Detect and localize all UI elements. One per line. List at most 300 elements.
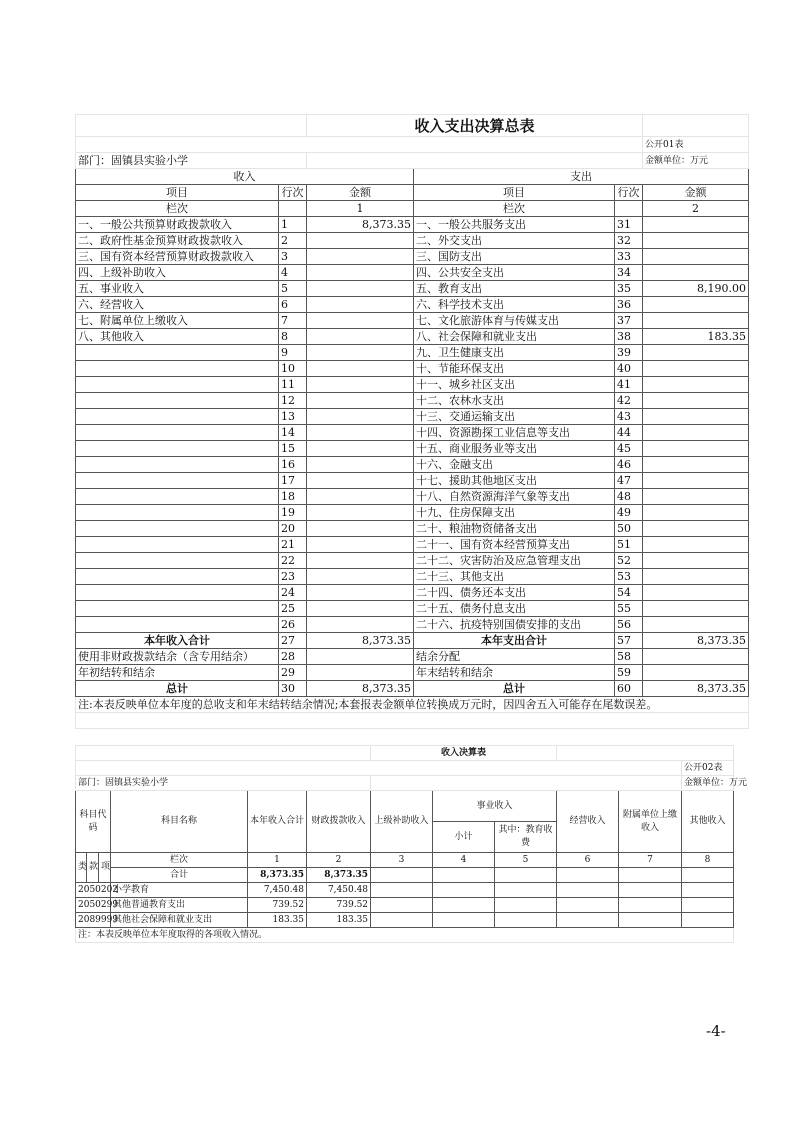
- expense-item: 十二、农林水支出: [414, 393, 615, 409]
- table-row: [76, 633, 749, 649]
- income-item: 年初结转和结余: [76, 665, 279, 681]
- income-amount: [307, 665, 414, 681]
- expense-item: 二十三、其他支出: [414, 569, 615, 585]
- lanci-number: 7: [619, 853, 682, 868]
- code-row: [76, 761, 734, 776]
- expense-line: 51: [615, 537, 643, 553]
- expense-line: 44: [615, 425, 643, 441]
- income-amount: [307, 489, 414, 505]
- subject-name: 小学教育: [111, 883, 248, 898]
- income-line: 30: [279, 681, 307, 697]
- table-row: [76, 489, 749, 505]
- cell: [495, 883, 557, 898]
- income-line: 13: [279, 409, 307, 425]
- expense-amount: [643, 265, 749, 281]
- income-amount: [307, 521, 414, 537]
- income-line: 23: [279, 569, 307, 585]
- expense-amount: [643, 585, 749, 601]
- income-line: 3: [279, 249, 307, 265]
- income-amount: [307, 249, 414, 265]
- income-line: 25: [279, 601, 307, 617]
- expense-amount: [643, 393, 749, 409]
- cell: [619, 913, 682, 928]
- table-row: [76, 329, 749, 345]
- expense-item: 年末结转和结余: [414, 665, 615, 681]
- expense-line: 48: [615, 489, 643, 505]
- income-line: 19: [279, 505, 307, 521]
- income-amount: [307, 569, 414, 585]
- subject-name: 其他普通教育支出: [111, 898, 248, 913]
- expense-item: 十七、援助其他地区支出: [414, 473, 615, 489]
- income-amount: 8,373.35: [307, 681, 414, 697]
- expense-line: 52: [615, 553, 643, 569]
- expense-line: 58: [615, 649, 643, 665]
- income-item: 一、一般公共预算财政拨款收入: [76, 217, 279, 233]
- income-amount: [307, 361, 414, 377]
- expense-line: 38: [615, 329, 643, 345]
- subject-code: 2050202: [76, 883, 111, 898]
- expense-item: 十一、城乡社区支出: [414, 377, 615, 393]
- unit: 金额单位：万元: [682, 776, 734, 791]
- table-row: [76, 281, 749, 297]
- income-amount: [307, 393, 414, 409]
- income-item: [76, 569, 279, 585]
- income-table: [75, 745, 748, 943]
- lanci-row: [76, 853, 734, 868]
- cell: 8,373.35: [248, 868, 307, 883]
- header-other: 其他收入: [682, 791, 734, 853]
- header-kuan: 款: [87, 853, 99, 883]
- lanci-number: 4: [433, 853, 495, 868]
- header-affiliated: 附属单位上缴收入: [619, 791, 682, 853]
- table-row: [76, 345, 749, 361]
- lanci-number: 2: [307, 853, 371, 868]
- fiscal-income: 183.35: [307, 913, 371, 928]
- income-line: 1: [279, 217, 307, 233]
- income-amount: [307, 377, 414, 393]
- expense-line: 39: [615, 345, 643, 361]
- section-header-row: [76, 169, 749, 185]
- income-item: [76, 377, 279, 393]
- cell: 8,373.35: [307, 868, 371, 883]
- income-amount: [307, 537, 414, 553]
- expense-item: 二十、粮油物资储备支出: [414, 521, 615, 537]
- income-header: 收入: [76, 169, 414, 185]
- expense-line: 40: [615, 361, 643, 377]
- expense-line: 42: [615, 393, 643, 409]
- expense-amount: [643, 569, 749, 585]
- total-row: [76, 868, 734, 883]
- cell: [682, 898, 734, 913]
- expense-item: 十六、金融支出: [414, 457, 615, 473]
- expense-item: 十九、住房保障支出: [414, 505, 615, 521]
- note: 注：本表反映单位本年度取得的各项收入情况。: [76, 928, 734, 943]
- income-line: 27: [279, 633, 307, 649]
- income-item: 三、国有资本经营预算财政拨款收入: [76, 249, 279, 265]
- table-row: [76, 537, 749, 553]
- expense-amount: [643, 473, 749, 489]
- cell: [76, 137, 643, 153]
- note-row: [76, 928, 734, 943]
- expense-line: 46: [615, 457, 643, 473]
- cell: [619, 883, 682, 898]
- expense-item: 八、社会保障和就业支出: [414, 329, 615, 345]
- income-line: 6: [279, 297, 307, 313]
- table-row: [76, 233, 749, 249]
- department: 部门：固镇县实验小学: [76, 776, 371, 791]
- income-item: [76, 361, 279, 377]
- expense-line: 56: [615, 617, 643, 633]
- cell: [682, 913, 734, 928]
- cell: [433, 913, 495, 928]
- expense-line: 33: [615, 249, 643, 265]
- unit: 金额单位：万元: [643, 153, 749, 169]
- income-item: [76, 409, 279, 425]
- cell: [76, 713, 749, 729]
- cell: 栏次: [76, 201, 279, 217]
- lanci-number: 3: [371, 853, 433, 868]
- expense-line: 43: [615, 409, 643, 425]
- expense-line: 36: [615, 297, 643, 313]
- table-title: 收入支出决算总表: [307, 115, 643, 137]
- expense-item: 二十六、抗疫特别国债安排的支出: [414, 617, 615, 633]
- expense-amount: [643, 601, 749, 617]
- income-item: [76, 617, 279, 633]
- income-amount: [307, 329, 414, 345]
- table-title: 收入决算表: [371, 746, 557, 761]
- income-amount: [307, 601, 414, 617]
- cell: 2: [643, 201, 749, 217]
- cell: [371, 776, 682, 791]
- expense-line: 50: [615, 521, 643, 537]
- header-row: [76, 791, 734, 822]
- expense-item: 九、卫生健康支出: [414, 345, 615, 361]
- income-amount: [307, 425, 414, 441]
- cell: [371, 913, 433, 928]
- header-business: 事业收入: [433, 791, 557, 822]
- table-row: [76, 713, 749, 729]
- expense-item: 七、文化旅游体育与传媒支出: [414, 313, 615, 329]
- expense-item: 三、国防支出: [414, 249, 615, 265]
- income-amount: 8,373.35: [307, 633, 414, 649]
- expense-item: 四、公共安全支出: [414, 265, 615, 281]
- header-lei: 类: [76, 853, 87, 883]
- expense-line: 41: [615, 377, 643, 393]
- income-line: 21: [279, 537, 307, 553]
- column-header-row: [76, 185, 749, 201]
- income-item: [76, 553, 279, 569]
- cell: [433, 868, 495, 883]
- expense-line: 35: [615, 281, 643, 297]
- fiscal-income: 7,450.48: [307, 883, 371, 898]
- table-row: [76, 913, 734, 928]
- cell: [495, 898, 557, 913]
- expense-amount: 8,190.00: [643, 281, 749, 297]
- header-superior: 上级补助收入: [371, 791, 433, 853]
- cell: [433, 883, 495, 898]
- total-income: 7,450.48: [248, 883, 307, 898]
- income-item: [76, 585, 279, 601]
- income-line: 4: [279, 265, 307, 281]
- expense-amount: [643, 233, 749, 249]
- expense-amount: [643, 649, 749, 665]
- table-row: [76, 297, 749, 313]
- table-row: [76, 585, 749, 601]
- table-row: [76, 553, 749, 569]
- department-row: [76, 776, 734, 791]
- title-row: [76, 746, 734, 761]
- column-header: 行次: [279, 185, 307, 201]
- expense-line: 49: [615, 505, 643, 521]
- table-code: 公开02表: [682, 761, 734, 776]
- income-item: 总计: [76, 681, 279, 697]
- expense-amount: [643, 553, 749, 569]
- expense-amount: 183.35: [643, 329, 749, 345]
- lanci-row: [76, 201, 749, 217]
- expense-line: 55: [615, 601, 643, 617]
- income-amount: [307, 553, 414, 569]
- table-row: [76, 361, 749, 377]
- table-row: [76, 898, 734, 913]
- table-row: [76, 409, 749, 425]
- cell: [76, 761, 682, 776]
- expense-amount: [643, 297, 749, 313]
- cell: [682, 883, 734, 898]
- income-amount: [307, 297, 414, 313]
- page-number: -4-: [706, 1022, 726, 1040]
- table-row: [76, 601, 749, 617]
- expense-amount: [643, 377, 749, 393]
- cell: [557, 883, 619, 898]
- income-item: [76, 441, 279, 457]
- expense-amount: [643, 521, 749, 537]
- header-edu-fee: 其中：教育收费: [495, 822, 557, 853]
- cell: [371, 883, 433, 898]
- cell: [557, 868, 619, 883]
- table-row: [76, 313, 749, 329]
- income-amount: [307, 585, 414, 601]
- cell: [619, 898, 682, 913]
- income-amount: [307, 233, 414, 249]
- column-header: 金额: [643, 185, 749, 201]
- expense-item: 一、一般公共服务支出: [414, 217, 615, 233]
- subject-name: 其他社会保障和就业支出: [111, 913, 248, 928]
- expense-line: 34: [615, 265, 643, 281]
- expense-amount: [643, 489, 749, 505]
- income-amount: [307, 457, 414, 473]
- income-line: 11: [279, 377, 307, 393]
- expense-item: 十四、资源勘探工业信息等支出: [414, 425, 615, 441]
- header-xiang: 项: [99, 853, 111, 883]
- income-item: 八、其他收入: [76, 329, 279, 345]
- income-line: 15: [279, 441, 307, 457]
- income-line: 2: [279, 233, 307, 249]
- income-amount: [307, 345, 414, 361]
- table-row: [76, 665, 749, 681]
- expense-amount: [643, 537, 749, 553]
- income-amount: [307, 441, 414, 457]
- table-row: [76, 649, 749, 665]
- expense-amount: [643, 617, 749, 633]
- lanci-number: 6: [557, 853, 619, 868]
- title-row: [76, 115, 749, 137]
- subject-code: 2050299: [76, 898, 111, 913]
- income-item: [76, 505, 279, 521]
- code-row: [76, 137, 749, 153]
- income-line: 29: [279, 665, 307, 681]
- expense-amount: [643, 249, 749, 265]
- expense-line: 57: [615, 633, 643, 649]
- expense-line: 60: [615, 681, 643, 697]
- cell: 栏次: [111, 853, 248, 868]
- expense-line: 37: [615, 313, 643, 329]
- note-row: [76, 697, 749, 713]
- income-amount: [307, 617, 414, 633]
- income-amount: [307, 409, 414, 425]
- expense-item: 二、外交支出: [414, 233, 615, 249]
- income-line: 9: [279, 345, 307, 361]
- expense-amount: [643, 313, 749, 329]
- table-row: [76, 681, 749, 697]
- expense-line: 32: [615, 233, 643, 249]
- cell: [557, 913, 619, 928]
- cell: [643, 115, 749, 137]
- cell: 合计: [111, 868, 248, 883]
- income-line: 16: [279, 457, 307, 473]
- expense-item: 二十五、债务付息支出: [414, 601, 615, 617]
- table-row: [76, 377, 749, 393]
- cell: [76, 115, 307, 137]
- income-line: 10: [279, 361, 307, 377]
- expense-amount: [643, 441, 749, 457]
- expense-line: 54: [615, 585, 643, 601]
- income-item: 本年收入合计: [76, 633, 279, 649]
- expense-item: 结余分配: [414, 649, 615, 665]
- column-header: 项目: [414, 185, 615, 201]
- income-amount: 8,373.35: [307, 217, 414, 233]
- expense-amount: [643, 361, 749, 377]
- column-header: 行次: [615, 185, 643, 201]
- table-row: [76, 265, 749, 281]
- income-line: 14: [279, 425, 307, 441]
- expense-line: 45: [615, 441, 643, 457]
- income-item: [76, 537, 279, 553]
- cell: [619, 868, 682, 883]
- income-line: 22: [279, 553, 307, 569]
- table-row: [76, 249, 749, 265]
- income-item: [76, 473, 279, 489]
- income-item: [76, 345, 279, 361]
- expense-amount: [643, 217, 749, 233]
- cell: [615, 201, 643, 217]
- expense-line: 53: [615, 569, 643, 585]
- header-total: 本年收入合计: [248, 791, 307, 853]
- income-line: 17: [279, 473, 307, 489]
- cell: [76, 746, 371, 761]
- income-item: 五、事业收入: [76, 281, 279, 297]
- expense-item: 六、科学技术支出: [414, 297, 615, 313]
- lanci-number: 8: [682, 853, 734, 868]
- income-line: 24: [279, 585, 307, 601]
- cell: [371, 898, 433, 913]
- cell: 栏次: [414, 201, 615, 217]
- income-item: [76, 425, 279, 441]
- expense-item: 二十四、债务还本支出: [414, 585, 615, 601]
- cell: [279, 201, 307, 217]
- lanci-number: 5: [495, 853, 557, 868]
- expense-amount: [643, 665, 749, 681]
- income-amount: [307, 473, 414, 489]
- cell: [557, 746, 734, 761]
- income-item: [76, 393, 279, 409]
- table-code: 公开01表: [643, 137, 749, 153]
- note: 注:本表反映单位本年度的总收支和年末结转结余情况;本套报表金额单位转换成万元时，因四舍五入可能存在尾数误差。: [76, 697, 749, 713]
- lanci-number: 1: [248, 853, 307, 868]
- income-line: 5: [279, 281, 307, 297]
- income-item: 七、附属单位上缴收入: [76, 313, 279, 329]
- total-income: 183.35: [248, 913, 307, 928]
- cell: 1: [307, 201, 414, 217]
- expense-item: 本年支出合计: [414, 633, 615, 649]
- expense-item: 二十二、灾害防治及应急管理支出: [414, 553, 615, 569]
- department: 部门：固镇县实验小学: [76, 153, 307, 169]
- cell: [433, 898, 495, 913]
- header-subtotal: 小计: [433, 822, 495, 853]
- income-line: 8: [279, 329, 307, 345]
- table-row: [76, 521, 749, 537]
- expense-line: 47: [615, 473, 643, 489]
- table-row: [76, 393, 749, 409]
- income-item: [76, 457, 279, 473]
- income-amount: [307, 649, 414, 665]
- income-item: 四、上级补助收入: [76, 265, 279, 281]
- total-income: 739.52: [248, 898, 307, 913]
- cell: [495, 913, 557, 928]
- expense-item: 十、节能环保支出: [414, 361, 615, 377]
- table-row: [76, 617, 749, 633]
- expense-item: 总计: [414, 681, 615, 697]
- expense-amount: [643, 425, 749, 441]
- cell: [371, 868, 433, 883]
- income-amount: [307, 265, 414, 281]
- table-row: [76, 569, 749, 585]
- column-header: 金额: [307, 185, 414, 201]
- expense-amount: [643, 457, 749, 473]
- cell: [557, 898, 619, 913]
- table-row: [76, 505, 749, 521]
- table-row: [76, 473, 749, 489]
- expense-amount: [643, 345, 749, 361]
- expense-header: 支出: [414, 169, 749, 185]
- expense-amount: [643, 409, 749, 425]
- expense-item: 十三、交通运输支出: [414, 409, 615, 425]
- income-amount: [307, 505, 414, 521]
- income-expense-summary-table: [75, 114, 749, 729]
- header-name: 科目名称: [111, 791, 248, 853]
- income-line: 12: [279, 393, 307, 409]
- income-line: 28: [279, 649, 307, 665]
- income-line: 7: [279, 313, 307, 329]
- table-row: [76, 883, 734, 898]
- header-fiscal: 财政拨款收入: [307, 791, 371, 853]
- income-amount: [307, 281, 414, 297]
- income-line: 20: [279, 521, 307, 537]
- expense-amount: 8,373.35: [643, 681, 749, 697]
- table-row: [76, 425, 749, 441]
- column-header: 项目: [76, 185, 279, 201]
- cell: [307, 153, 643, 169]
- income-item: [76, 489, 279, 505]
